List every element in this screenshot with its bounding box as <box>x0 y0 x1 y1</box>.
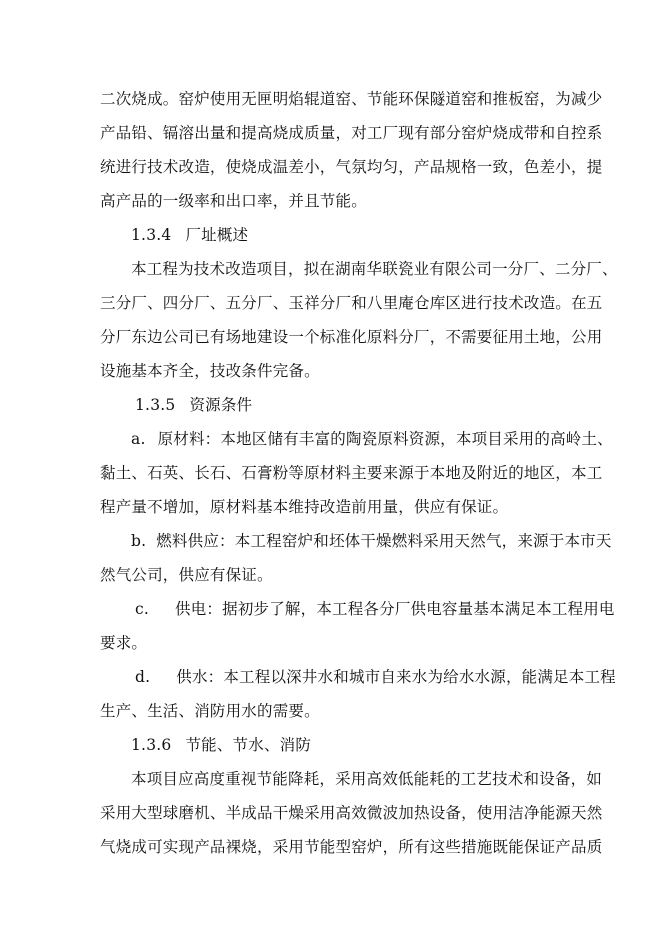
section-title: 节能、节水、消防 <box>185 736 312 754</box>
list-item-text: 供水：本工程以深井水和城市自来水为给水水源，能满足本工程 <box>176 668 616 686</box>
paragraph-line: 生产、生活、消防用水的需要。 <box>100 702 320 720</box>
paragraph-line: 设施基本齐全，技改条件完备。 <box>100 362 320 380</box>
list-marker: c. <box>135 600 150 618</box>
section-number: 1.3.6 <box>131 736 172 754</box>
paragraph-line: 程产量不增加，原材料基本维持改造前用量，供应有保证。 <box>100 498 509 516</box>
paragraph-line: 统进行技术改造，使烧成温差小，气氛均匀，产品规格一致，色差小，提 <box>100 158 603 176</box>
section-title: 厂址概述 <box>185 226 249 244</box>
list-marker: a. <box>131 430 146 448</box>
paragraph-line: 分厂东边公司已有场地建设一个标准化原料分厂，不需要征用土地，公用 <box>100 328 603 346</box>
paragraph-line: 气烧成可实现产品裸烧，采用节能型窑炉，所有这些措施既能保证产品质 <box>100 838 603 856</box>
section-number: 1.3.5 <box>135 396 176 414</box>
paragraph-line: 要求。 <box>100 634 148 652</box>
section-title: 资源条件 <box>189 396 253 414</box>
list-item-c <box>135 599 615 619</box>
paragraph-line: 采用大型球磨机、半成品干燥采用高效微波加热设备，使用洁净能源天然 <box>100 804 603 822</box>
list-item-d <box>135 667 616 687</box>
paragraph-line: 二次烧成。窑炉使用无匣明焰辊道窑、节能环保隧道窑和推板窑，为减少 <box>100 90 603 108</box>
paragraph-line: 高产品的一级率和出口率，并且节能。 <box>100 192 367 210</box>
list-marker: b. <box>131 532 147 550</box>
paragraph-line: 三分厂、四分厂、五分厂、玉祥分厂和八里庵仓库区进行技术改造。在五 <box>100 294 603 312</box>
section-number: 1.3.4 <box>131 226 172 244</box>
list-marker: d. <box>135 668 151 686</box>
section-heading-1-3-5 <box>135 395 252 415</box>
list-item-text: 供电：据初步了解，本工程各分厂供电容量基本满足本工程用电 <box>175 600 615 618</box>
paragraph-line: 然气公司，供应有保证。 <box>100 566 273 584</box>
paragraph-line: 本工程为技术改造项目，拟在湖南华联瓷业有限公司一分厂、二分厂、 <box>131 260 618 278</box>
list-item-b <box>131 531 612 551</box>
paragraph-line: 黏土、石英、长石、石膏粉等原材料主要来源于本地及附近的地区，本工 <box>100 464 603 482</box>
list-item-text: 原材料：本地区储有丰富的陶瓷原料资源，本项目采用的高岭土、 <box>157 430 613 448</box>
section-heading-1-3-4 <box>131 225 248 245</box>
list-item-a <box>131 429 613 449</box>
paragraph-line: 本项目应高度重视节能降耗，采用高效低能耗的工艺技术和设备，如 <box>131 770 603 788</box>
section-heading-1-3-6 <box>131 735 311 755</box>
list-item-text: 燃料供应：本工程窑炉和坯体干燥燃料采用天然气，来源于本市天 <box>156 532 612 550</box>
paragraph-line: 产品铅、镉溶出量和提高烧成质量，对工厂现有部分窑炉烧成带和自控系 <box>100 124 603 142</box>
